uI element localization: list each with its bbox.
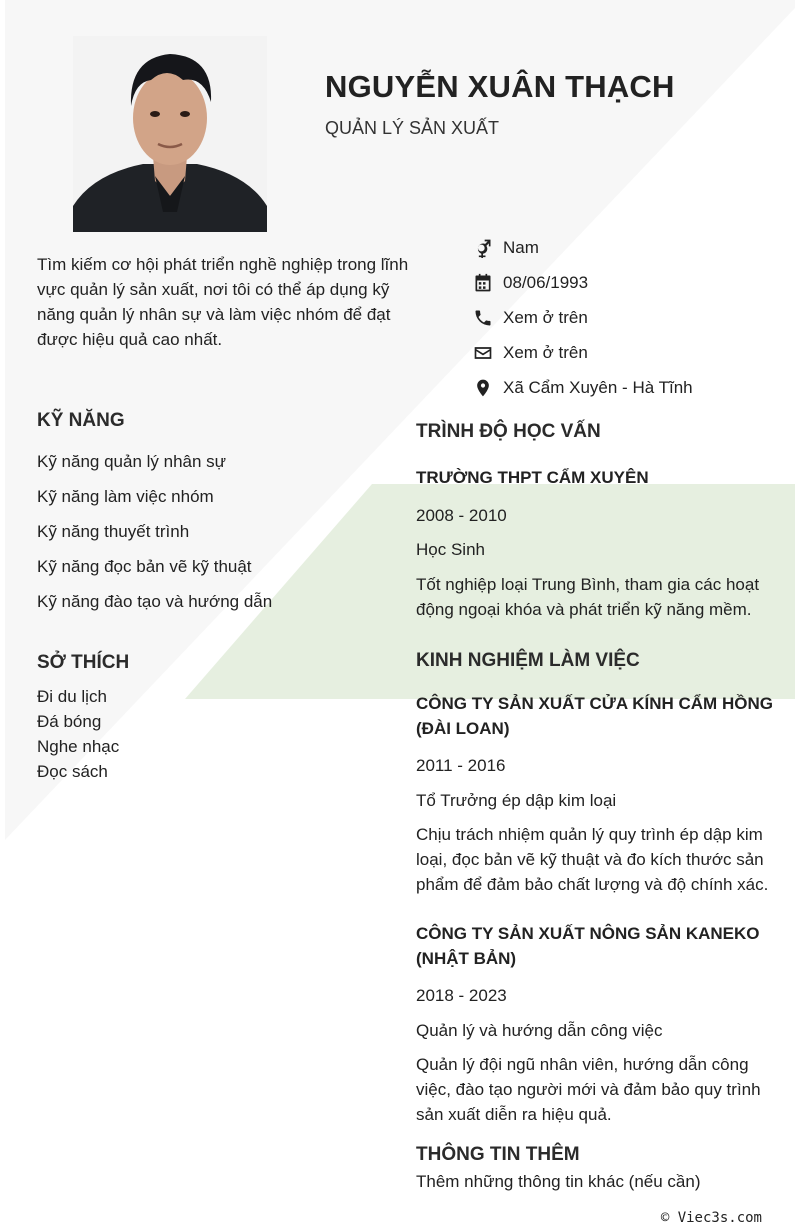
skill-item: Kỹ năng làm việc nhóm: [37, 487, 214, 506]
hobbies-list: [37, 684, 119, 784]
job-company: CÔNG TY SẢN XUẤT NÔNG SẢN KANEKO (NHẬT BẢN): [416, 924, 760, 968]
skill-item: Kỹ năng đào tạo và hướng dẫn: [37, 592, 273, 611]
contact-gender: [472, 230, 693, 265]
education-heading: TRÌNH ĐỘ HỌC VẤN: [416, 421, 601, 442]
skill-item: Kỹ năng quản lý nhân sự: [37, 452, 227, 471]
job-title: QUẢN LÝ SẢN XUẤT: [325, 118, 500, 138]
calendar-icon: [472, 272, 494, 294]
hobbies-heading: SỞ THÍCH: [37, 652, 130, 673]
email-value: Xem ở trên: [503, 342, 588, 362]
mail-icon: [472, 342, 494, 364]
contact-phone: [472, 300, 693, 335]
location-pin-icon: [472, 377, 494, 399]
education-school: TRƯỜNG THPT CẨM XUYÊN: [416, 468, 649, 487]
hobby-item: Đá bóng: [37, 712, 102, 731]
contact-email: [472, 335, 693, 370]
job-description: Quản lý đội ngũ nhân viên, hướng dẫn công việc, đào tạo người mới và đảm bảo quy trình sản xuất diễn ra hiệu quả.: [416, 1055, 761, 1124]
phone-icon: [472, 307, 494, 329]
skills-list: [37, 450, 272, 625]
address-value: Xã Cẩm Xuyên - Hà Tĩnh: [503, 377, 693, 397]
birthdate-value: 08/06/1993: [503, 272, 589, 292]
gender-icon: [472, 237, 494, 259]
skills-heading: KỸ NĂNG: [37, 410, 125, 431]
career-objective: Tìm kiếm cơ hội phát triển nghề nghiệp trong lĩnh vực quản lý sản xuất, nơi tôi có thể áp dụng kỹ năng quản lý nhân sự và làm việc nhóm để đạt được hiệu quả cao nhất.: [37, 255, 409, 349]
skill-item: Kỹ năng đọc bản vẽ kỹ thuật: [37, 557, 252, 576]
job-company: CÔNG TY SẢN XUẤT CỬA KÍNH CẨM HỒNG (ĐÀI LOAN): [416, 694, 773, 738]
job-role: Tổ Trưởng ép dập kim loại: [416, 791, 617, 810]
hobby-item: Đi du lịch: [37, 687, 107, 706]
job-period: 2011 - 2016: [416, 756, 506, 775]
education-period: 2008 - 2010: [416, 506, 507, 525]
phone-value: Xem ở trên: [503, 307, 588, 327]
job-period: 2018 - 2023: [416, 986, 507, 1005]
footer-copyright: © Viec3s.com: [660, 1210, 762, 1226]
job-role: Quản lý và hướng dẫn công việc: [416, 1021, 663, 1040]
contact-address: [472, 370, 693, 405]
additional-info-heading: THÔNG TIN THÊM: [416, 1144, 580, 1165]
skill-item: Kỹ năng thuyết trình: [37, 522, 190, 541]
experience-heading: KINH NGHIỆM LÀM VIỆC: [416, 650, 640, 671]
job-description: Chịu trách nhiệm quản lý quy trình ép dập kim loại, đọc bản vẽ kỹ thuật và đo kích thước sản phẩm để đảm bảo chất lượng và độ chính xác.: [416, 825, 769, 894]
additional-info-text: Thêm những thông tin khác (nếu cần): [416, 1172, 701, 1191]
gender-value: Nam: [503, 237, 539, 257]
hobby-item: Đọc sách: [37, 762, 108, 781]
education-description: Tốt nghiệp loại Trung Bình, tham gia các hoạt động ngoại khóa và phát triển kỹ năng mềm.: [416, 575, 760, 619]
profile-photo: [73, 36, 267, 232]
candidate-name: NGUYỄN XUÂN THẠCH: [325, 69, 675, 104]
hobby-item: Nghe nhạc: [37, 737, 120, 756]
contact-birthdate: [472, 265, 693, 300]
contact-info-list: [472, 230, 693, 405]
education-role: Học Sinh: [416, 540, 485, 559]
